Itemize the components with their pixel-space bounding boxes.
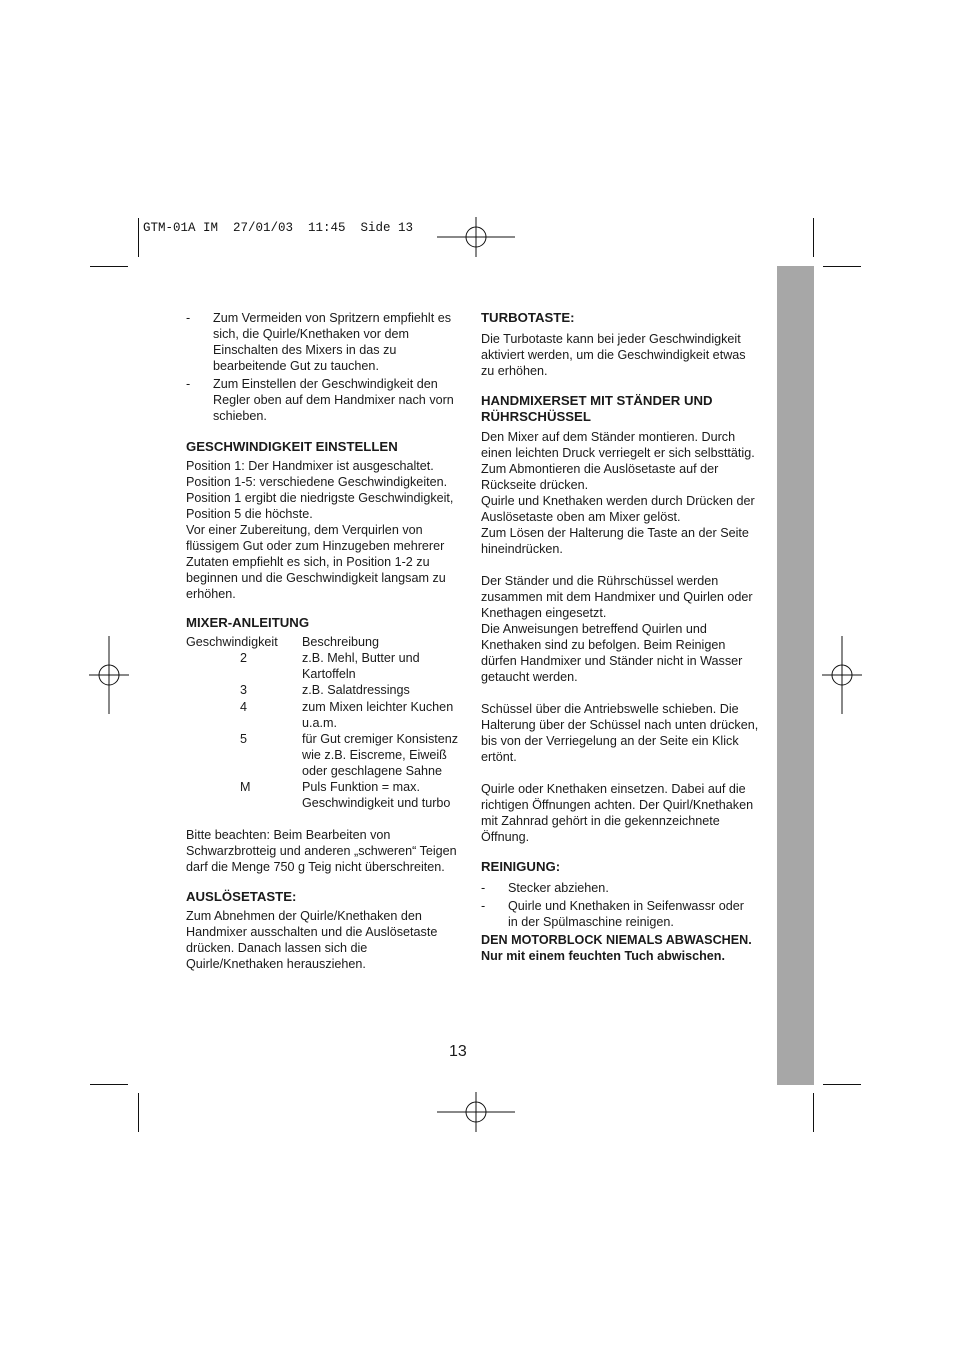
- right-column: [481, 310, 759, 964]
- table-row: [186, 650, 466, 682]
- registration-mark-left: [89, 636, 129, 714]
- speed-line: Position 1-5: verschiedene Geschwindigkeiten.: [186, 475, 448, 489]
- speed-line: Zutaten empfiehlt es sich, in Position 1-2 zu: [186, 555, 430, 569]
- bullet-dash: -: [481, 899, 486, 913]
- speed-line: Vor einer Zubereitung, dem Verquirlen von: [186, 523, 423, 537]
- warning-line: Nur mit einem feuchten Tuch abwischen.: [481, 949, 725, 963]
- bullet-dash: -: [481, 881, 486, 895]
- section-heading-clean: REINIGUNG:: [481, 859, 561, 874]
- speed-line: Position 5 die höchste.: [186, 507, 313, 521]
- left-column: [186, 310, 466, 972]
- section-heading-release: AUSLÖSETASTE:: [186, 889, 297, 904]
- stand-paragraph: Den Mixer auf dem Ständer montieren. Durch einen leichten Druck verriegelt er sich selbsttätig. Zum Abmontieren die Auslösetaste auf der Rückseite drücken.: [481, 430, 755, 492]
- crop-mark: [813, 1093, 814, 1132]
- list-item: [481, 898, 759, 930]
- crop-mark: [138, 1093, 139, 1132]
- bullet-dash: -: [186, 377, 191, 391]
- speed-line: beginnen und die Geschwindigkeit langsam zu: [186, 571, 446, 585]
- bullet-text: Quirle und Knethaken in Seifenwassr oder in der Spülmaschine reinigen.: [508, 899, 744, 929]
- stand-paragraph: Schüssel über die Antriebswelle schieben. Die Halterung über der Schüssel nach unten drücken, bis von der Verriegelung an der Seite ein Klick ertönt.: [481, 702, 759, 764]
- table-row: [186, 731, 466, 779]
- bullet-text: Zum Vermeiden von Spritzern empfiehlt es sich, die Quirle/Knethaken vor dem Einschalten des Mixers in das zu bearbeitende Gut zu tauchen.: [213, 311, 451, 373]
- crop-mark: [138, 218, 139, 257]
- table-row: [186, 779, 466, 811]
- speed-cell: 4: [240, 700, 248, 714]
- section-heading-turbo: TURBOTASTE:: [481, 310, 575, 325]
- table-row: [186, 682, 466, 698]
- stand-paragraph: Der Ständer und die Rührschüssel werden zusammen mit dem Handmixer und Quirlen oder Knethagen eingesetzt.: [481, 574, 753, 620]
- stand-paragraph: Quirle oder Knethaken einsetzen. Dabei auf die richtigen Öffnungen achten. Der Quirl/Knethaken mit Zahnrad gehört in die gekennzeichnete Öffnung.: [481, 782, 754, 844]
- stand-paragraph: Quirle und Knethaken werden durch Drücken der Auslösetaste oben am Mixer gelöst.: [481, 494, 755, 524]
- desc-col-header: Beschreibung: [302, 635, 380, 649]
- speed-line: Position 1: Der Handmixer ist ausgeschaltet.: [186, 459, 434, 473]
- section-heading-mixer: MIXER-ANLEITUNG: [186, 615, 310, 630]
- speed-cell: 2: [240, 651, 248, 665]
- crop-mark: [90, 1084, 128, 1085]
- bullet-text: Zum Einstellen der Geschwindigkeit den Regler oben auf dem Handmixer nach vorn schieben.: [213, 377, 454, 423]
- speed-cell: 3: [240, 683, 248, 697]
- mixer-note: Bitte beachten: Beim Bearbeiten von Schwarzbrotteig und anderen „schweren“ Teigen darf die Menge 750 g Teig nicht überschreiten.: [186, 828, 457, 874]
- turbo-text: Die Turbotaste kann bei jeder Geschwindigkeit aktiviert werden, um die Geschwindigkeit etwas zu erhöhen.: [481, 332, 746, 378]
- warning-line: DEN MOTORBLOCK NIEMALS ABWASCHEN.: [481, 933, 752, 947]
- registration-mark-top: [437, 217, 515, 257]
- speed-table-header: [186, 634, 466, 650]
- speed-cell: 5: [240, 732, 248, 746]
- list-item: [186, 310, 466, 374]
- section-heading-stand-1: HANDMIXERSET MIT STÄNDER UND: [481, 393, 713, 408]
- page-number: 13: [449, 1043, 467, 1060]
- speed-col-header: Geschwindigkeit: [186, 635, 278, 649]
- list-item: [186, 376, 466, 424]
- desc-cell: Puls Funktion = max. Geschwindigkeit und turbo: [302, 780, 451, 810]
- desc-cell: zum Mixen leichter Kuchen u.a.m.: [302, 700, 454, 730]
- desc-cell: z.B. Mehl, Butter und Kartoffeln: [302, 651, 420, 681]
- bullet-text: Stecker abziehen.: [508, 881, 609, 895]
- desc-cell: für Gut cremiger Konsistenz wie z.B. Eiscreme, Eiweiß oder geschlagene Sahne: [302, 732, 459, 778]
- crop-mark: [823, 266, 861, 267]
- speed-line: flüssigem Gut oder zum Hinzugeben mehrerer: [186, 539, 445, 553]
- crop-mark: [823, 1084, 861, 1085]
- side-tab: [777, 266, 814, 1085]
- desc-cell: z.B. Salatdressings: [302, 683, 410, 697]
- registration-mark-bottom: [437, 1092, 515, 1132]
- speed-cell: M: [240, 780, 251, 794]
- registration-mark-right: [822, 636, 862, 714]
- speed-line: Position 1 ergibt die niedrigste Geschwindigkeit,: [186, 491, 454, 505]
- section-heading-stand-2: RÜHRSCHÜSSEL: [481, 409, 591, 424]
- print-slug: GTM-01A IM 27/01/03 11:45 Side 13: [143, 221, 414, 235]
- list-item: [481, 880, 759, 896]
- bullet-dash: -: [186, 311, 191, 325]
- stand-paragraph: Die Anweisungen betreffend Quirlen und Knethaken sind zu befolgen. Beim Reinigen dürfen Handmixer und Ständer nicht in Wasser getaucht werden.: [481, 622, 743, 684]
- crop-mark: [90, 266, 128, 267]
- release-text: Zum Abnehmen der Quirle/Knethaken den Handmixer ausschalten und die Auslösetaste drücken. Danach lassen sich die Quirle/Knethaken herausziehen.: [186, 909, 438, 971]
- stand-paragraph: Zum Lösen der Halterung die Taste an der Seite hineindrücken.: [481, 526, 749, 556]
- speed-line: erhöhen.: [186, 587, 236, 601]
- crop-mark: [813, 218, 814, 257]
- section-heading-speed: GESCHWINDIGKEIT EINSTELLEN: [186, 439, 398, 454]
- table-row: [186, 699, 466, 731]
